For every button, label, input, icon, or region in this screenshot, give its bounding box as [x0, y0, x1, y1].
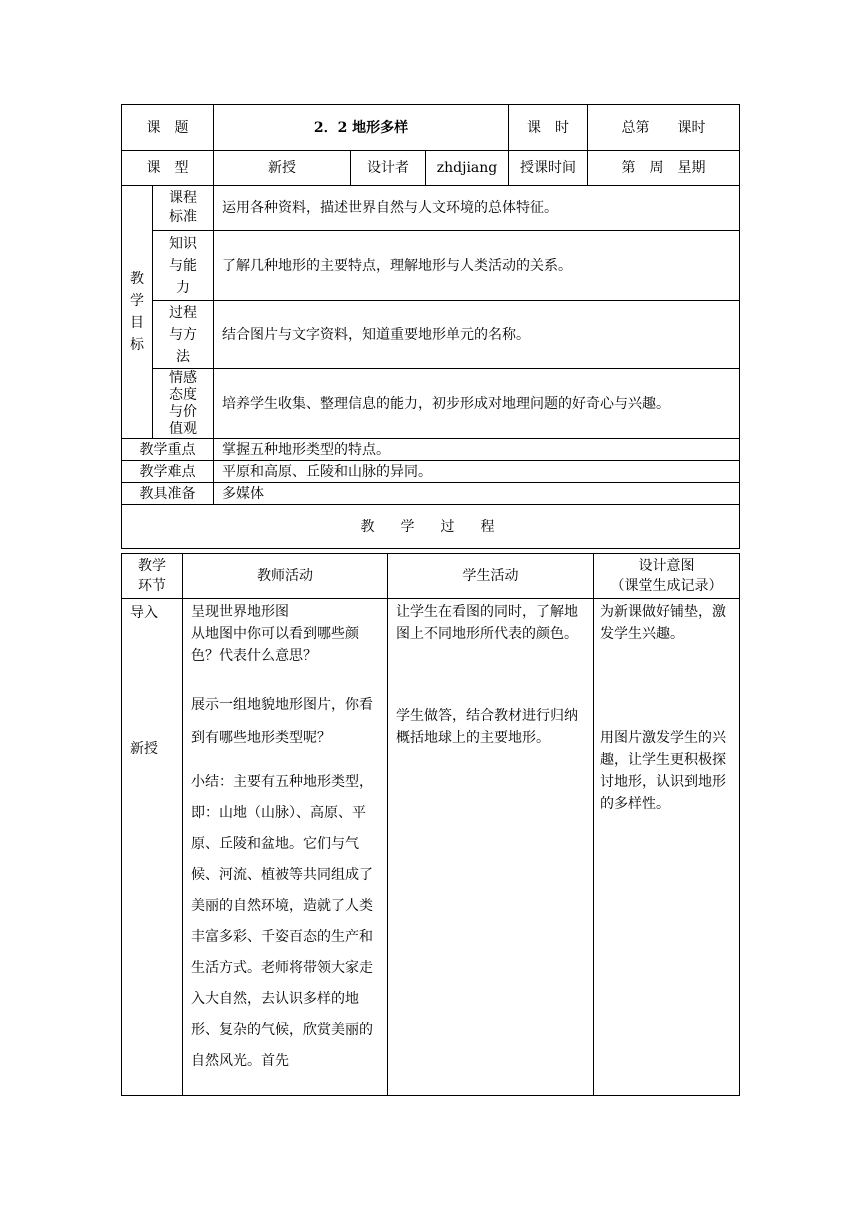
- goal-text-process: 结合图片与文字资料，知道重要地形单元的名称。: [214, 301, 740, 369]
- goal-label-attitude: 情感态度与价值观: [153, 369, 214, 439]
- process-title: 教 学 过 程: [122, 505, 740, 549]
- hours-label: 课 时: [509, 105, 588, 151]
- goal-text-standard: 运用各种资料，描述世界自然与人文环境的总体特征。: [214, 186, 740, 231]
- stage-new: 新授: [130, 741, 158, 757]
- lesson-info-table: [121, 104, 740, 549]
- type-label: 课 型: [122, 151, 214, 186]
- difficulties-label: 教学难点: [122, 461, 214, 483]
- student-cell: [388, 599, 594, 1096]
- col-design: [594, 554, 740, 599]
- col-design-title: 设计意图: [638, 558, 695, 574]
- goal-text-knowledge: 了解几种地形的主要特点，理解地形与人类活动的关系。: [214, 231, 740, 301]
- teacher-summary: 小结：主要有五种地形类型，即：山地（山脉）、高原、平原、丘陵和盆地。它们与气候、河流、植被等共同组成了美丽的自然环境，造就了人类丰富多彩、千姿百态的生产和生活方式。老师将带领大家走入大自然，去认识多样的地形、复杂的气候，欣赏美丽的自然风光。首先: [191, 774, 373, 1069]
- goal-label-standard: 课程标准: [153, 186, 214, 231]
- time-label: 授课时间: [509, 151, 588, 186]
- process-table: [121, 553, 740, 1096]
- hours-value: 总第 课时: [588, 105, 740, 151]
- type-value: 新授: [214, 151, 351, 186]
- student-intro: 让学生在看图的同时，了解地图上不同地形所代表的颜色。: [396, 604, 578, 642]
- stage-intro: 导入: [130, 605, 158, 621]
- teacher-cell: [183, 599, 388, 1096]
- teacher-line-2: 从地图中你可以看到哪些颜色？代表什么意思？: [191, 626, 359, 664]
- tools-label: 教具准备: [122, 483, 214, 505]
- topic-value: 2．2 地形多样: [214, 105, 509, 151]
- designer-label: 设计者: [351, 151, 426, 186]
- tools-text: 多媒体: [214, 483, 740, 505]
- designer-value: zhdjiang: [426, 151, 509, 186]
- design-cell: [594, 599, 740, 1096]
- design-new: 用图片激发学生的兴趣，让学生更积极探讨地形，认识到地形的多样性。: [600, 730, 726, 812]
- goals-label: 教学目标: [122, 186, 153, 439]
- student-new: 学生做答，结合教材进行归纳概括地球上的主要地形。: [396, 708, 578, 746]
- col-design-sub: （课堂生成记录）: [610, 578, 723, 594]
- teacher-line-1: 呈现世界地形图: [191, 604, 289, 620]
- goal-label-knowledge: 知识与能力: [153, 231, 214, 301]
- key-points-text: 掌握五种地形类型的特点。: [214, 439, 740, 461]
- goal-text-attitude: 培养学生收集、整理信息的能力，初步形成对地理问题的好奇心与兴趣。: [214, 369, 740, 439]
- col-teacher: 教师活动: [183, 554, 388, 599]
- topic-label: 课 题: [122, 105, 214, 151]
- col-student: 学生活动: [388, 554, 594, 599]
- difficulties-text: 平原和高原、丘陵和山脉的异同。: [214, 461, 740, 483]
- key-points-label: 教学重点: [122, 439, 214, 461]
- goal-label-process: 过程与方法: [153, 301, 214, 369]
- design-intro: 为新课做好铺垫，激发学生兴趣。: [600, 604, 726, 642]
- teacher-show-images: 展示一组地貌地形图片，你看到有哪些地形类型呢？: [191, 697, 373, 746]
- time-value: 第 周 星期: [588, 151, 740, 186]
- col-stage: 教学环节: [122, 554, 183, 599]
- stage-cell: [122, 599, 183, 1096]
